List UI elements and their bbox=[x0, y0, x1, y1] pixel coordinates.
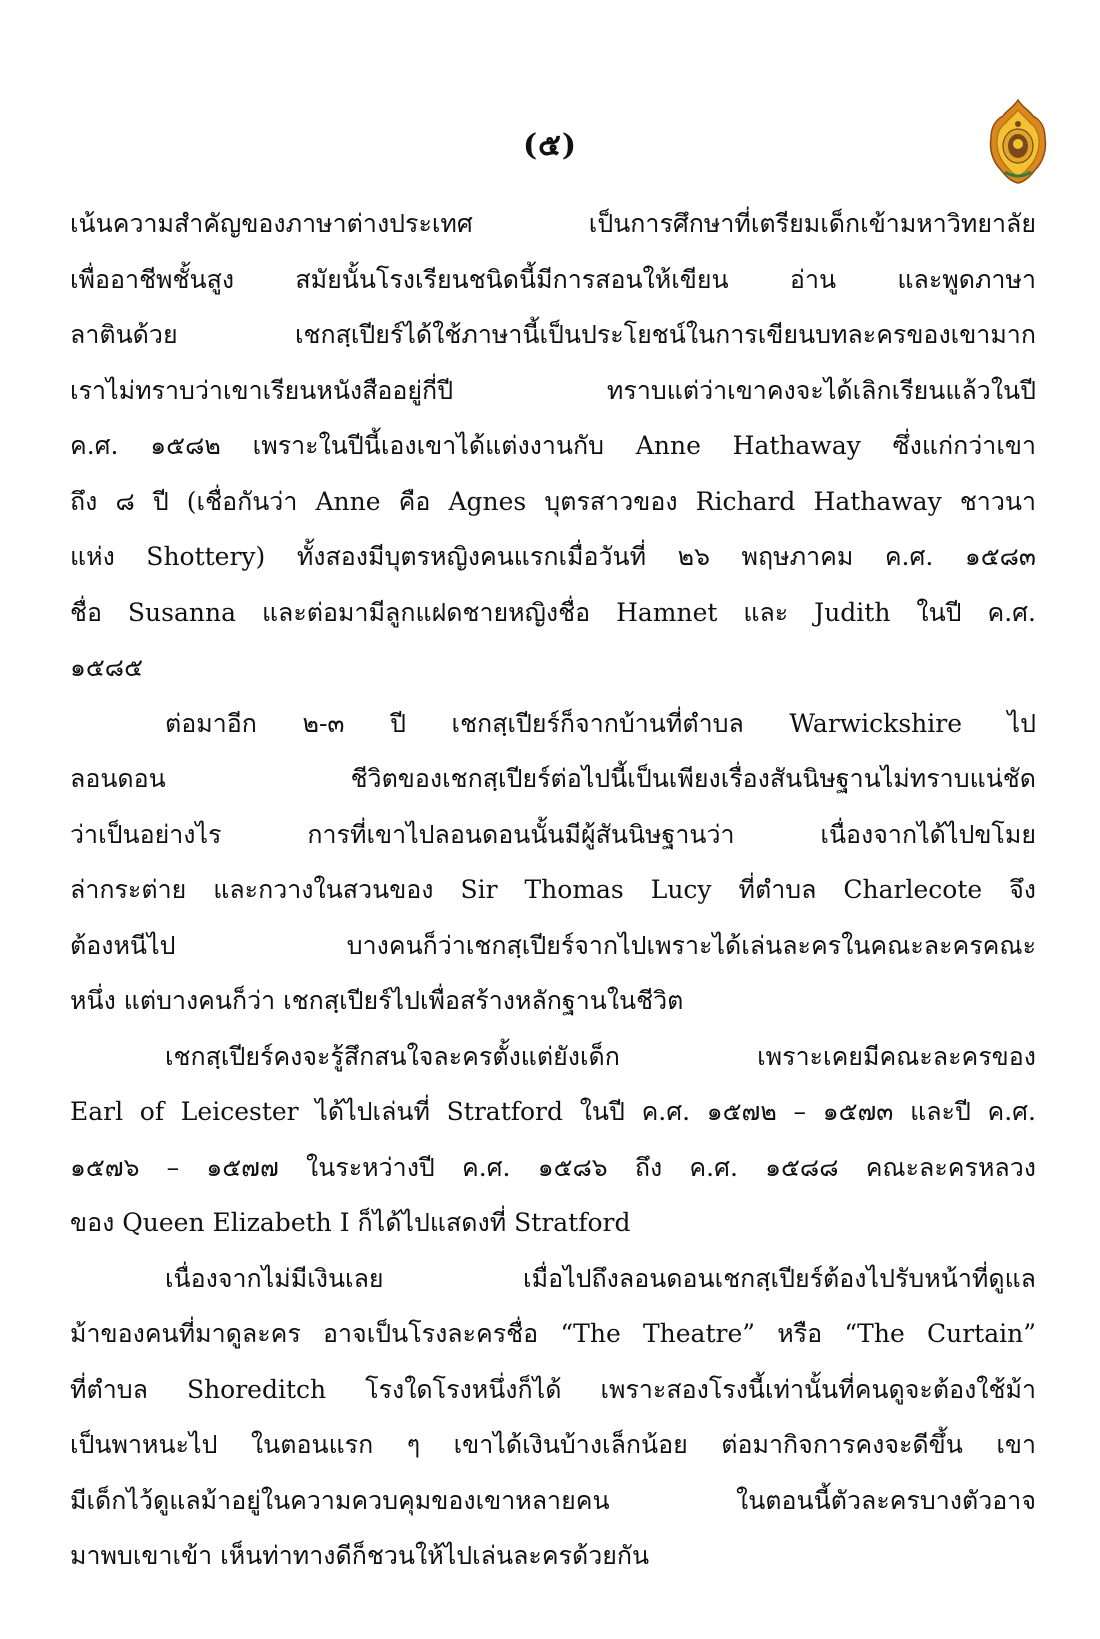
text-line: ๑๕๘๕ bbox=[70, 653, 143, 682]
text-line: ๑๕๗๖ – ๑๕๗๗ ในระหว่างปี ค.ศ. ๑๕๘๖ ถึง ค.ศ. ๑๕๘๘ คณะละครหลวง bbox=[70, 1152, 1036, 1182]
text-line: ต่อมาอีก ๒-๓ ปี เชกสฺเปียร์ก็จากบ้านที่ตำบล Warwickshire ไป bbox=[165, 708, 1036, 738]
text-line: เพื่ออาชีพชั้นสูง สมัยนั้นโรงเรียนชนิดนี้มีการสอนให้เขียน อ่าน และพูดภาษา bbox=[70, 264, 1036, 294]
text-line: ลอนดอน ชีวิตของเชกสฺเปียร์ต่อไปนี้เป็นเพียงเรื่องสันนิษฐานไม่ทราบแน่ชัด bbox=[70, 764, 1036, 793]
text-line: ที่ตำบล Shoreditch โรงใดโรงหนึ่งก็ได้ เพราะสองโรงนี้เท่านั้นที่คนดูจะต้องใช้ม้า bbox=[70, 1374, 1036, 1404]
text-line: ลาตินด้วย เชกสฺเปียร์ได้ใช้ภาษานี้เป็นประโยชน์ในการเขียนบทละครของเขามาก bbox=[70, 320, 1036, 349]
text-line: ค.ศ. ๑๕๘๒ เพราะในปีนี้เองเขาได้แต่งงานกับ Anne Hathaway ซึ่งแก่กว่าเขา bbox=[70, 431, 1036, 460]
body-text bbox=[70, 196, 1036, 1584]
text-line: ของ Queen Elizabeth I ก็ได้ไปแสดงที่ Stratford bbox=[70, 1208, 631, 1237]
text-line: หนึ่ง แต่บางคนก็ว่า เชกสฺเปียร์ไปเพื่อสร้างหลักฐานในชีวิต bbox=[70, 986, 684, 1015]
text-line: ว่าเป็นอย่างไร การที่เขาไปลอนดอนนั้นมีผู้สันนิษฐานว่า เนื่องจากได้ไปขโมย bbox=[70, 819, 1036, 849]
text-line: เราไม่ทราบว่าเขาเรียนหนังสืออยู่กี่ปี ทราบแต่ว่าเขาคงจะได้เลิกเรียนแล้วในปี bbox=[70, 375, 1036, 405]
text-line: มีเด็กไว้ดูแลม้าอยู่ในความควบคุมของเขาหลายคน ในตอนนี้ตัวละครบางตัวอาจ bbox=[70, 1485, 1036, 1515]
text-line: มาพบเขาเข้า เห็นท่าทางดีก็ชวนให้ไปเล่นละครด้วยกัน bbox=[70, 1541, 650, 1570]
text-line: เน้นความสำคัญของภาษาต่างประเทศ เป็นการศึกษาที่เตรียมเด็กเข้ามหาวิทยาลัย bbox=[70, 209, 1036, 238]
text-line: เชกสฺเปียร์คงจะรู้สึกสนใจละครตั้งแต่ยังเด็ก เพราะเคยมีคณะละครของ bbox=[165, 1041, 1036, 1071]
ministry-of-education-emblem-icon bbox=[985, 98, 1051, 184]
text-line: ชื่อ Susanna และต่อมามีลูกแฝดชายหญิงชื่อ Hamnet และ Judith ในปี ค.ศ. bbox=[70, 597, 1036, 627]
text-line: แห่ง Shottery) ทั้งสองมีบุตรหญิงคนแรกเมื่อวันที่ ๒๖ พฤษภาคม ค.ศ. ๑๕๘๓ bbox=[70, 542, 1036, 571]
text-line: เป็นพาหนะไป ในตอนแรก ๆ เขาได้เงินบ้างเล็กน้อย ต่อมากิจการคงจะดีขึ้น เขา bbox=[70, 1430, 1036, 1459]
text-line: ล่ากระต่าย และกวางในสวนของ Sir Thomas Lucy ที่ตำบล Charlecote จึง bbox=[70, 875, 1036, 904]
text-line: ถึง ๘ ปี (เชื่อกันว่า Anne คือ Agnes บุตรสาวของ Richard Hathaway ชาวนา bbox=[70, 486, 1036, 516]
text-line: ต้องหนีไป บางคนก็ว่าเชกสฺเปียร์จากไปเพราะได้เล่นละครในคณะละครคณะ bbox=[70, 930, 1036, 960]
text-line: ม้าของคนที่มาดูละคร อาจเป็นโรงละครชื่อ “The Theatre” หรือ “The Curtain” bbox=[70, 1319, 1036, 1348]
page-number: (๕) bbox=[522, 128, 578, 163]
text-line: Earl of Leicester ได้ไปเล่นที่ Stratford ในปี ค.ศ. ๑๕๗๒ – ๑๕๗๓ และปี ค.ศ. bbox=[70, 1097, 1036, 1126]
text-line: เนื่องจากไม่มีเงินเลย เมื่อไปถึงลอนดอนเชกสฺเปียร์ต้องไปรับหน้าที่ดูแล bbox=[165, 1263, 1036, 1293]
